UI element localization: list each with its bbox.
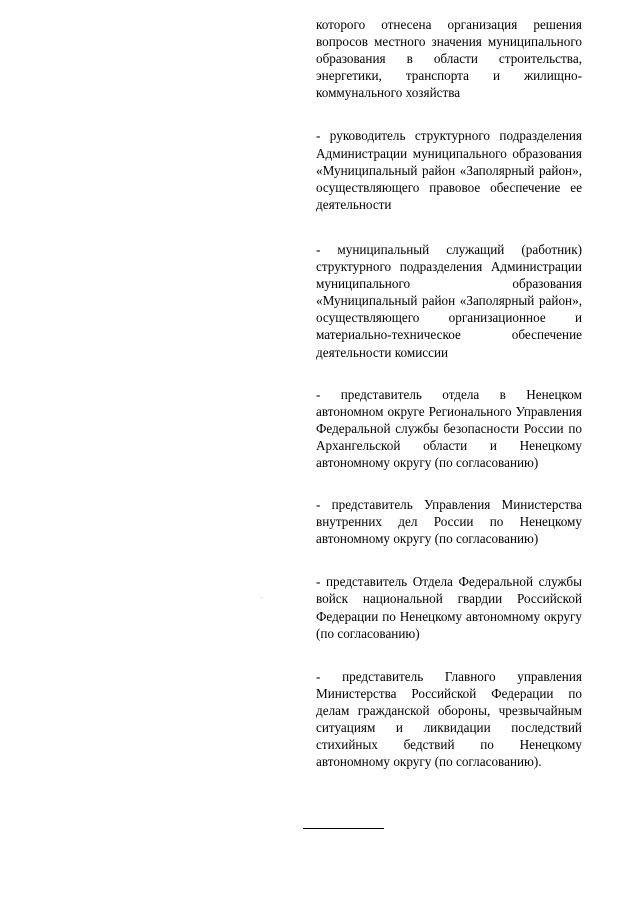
member-paragraph-1: которого отнесена организация решения вопросов местного значения муниципального образования в области строительства, энергетики, транспорта и жилищно-коммунального хозяйства <box>316 17 582 101</box>
scan-speck <box>261 597 262 598</box>
member-paragraph-2: - руководитель структурного подразделения Администрации муниципального образования «Муниципальный район «Заполярный район», осуществляющего правовое обеспечение ее деятельности <box>316 128 582 212</box>
end-divider-line <box>303 828 384 829</box>
members-list <box>316 16 582 770</box>
member-paragraph-5: - представитель Управления Министерства внутренних дел России по Ненецкому автономному округу (по согласованию) <box>316 497 582 547</box>
member-paragraph-7: - представитель Главного управления Министерства Российской Федерации по делам гражданской обороны, чрезвычайным ситуациям и ликвидации последствий стихийных бедствий по Ненецкому автономному округу (по согласованию). <box>316 668 582 770</box>
member-paragraph-3: - муниципальный служащий (работник) структурного подразделения Администрации муниципального образования «Муниципальный район «Заполярный район», осуществляющего организационное и материально-техническое обеспечение деятельности комиссии <box>316 241 582 360</box>
member-paragraph-6: - представитель Отдела Федеральной службы войск национальной гвардии Российской Федерации по Ненецкому автономному округу (по согласованию) <box>316 574 582 641</box>
member-paragraph-4: - представитель отдела в Ненецком автономном округе Регионального Управления Федеральной службы безопасности России по Архангельской области и Ненецкому автономному округу (по согласованию) <box>316 386 582 470</box>
